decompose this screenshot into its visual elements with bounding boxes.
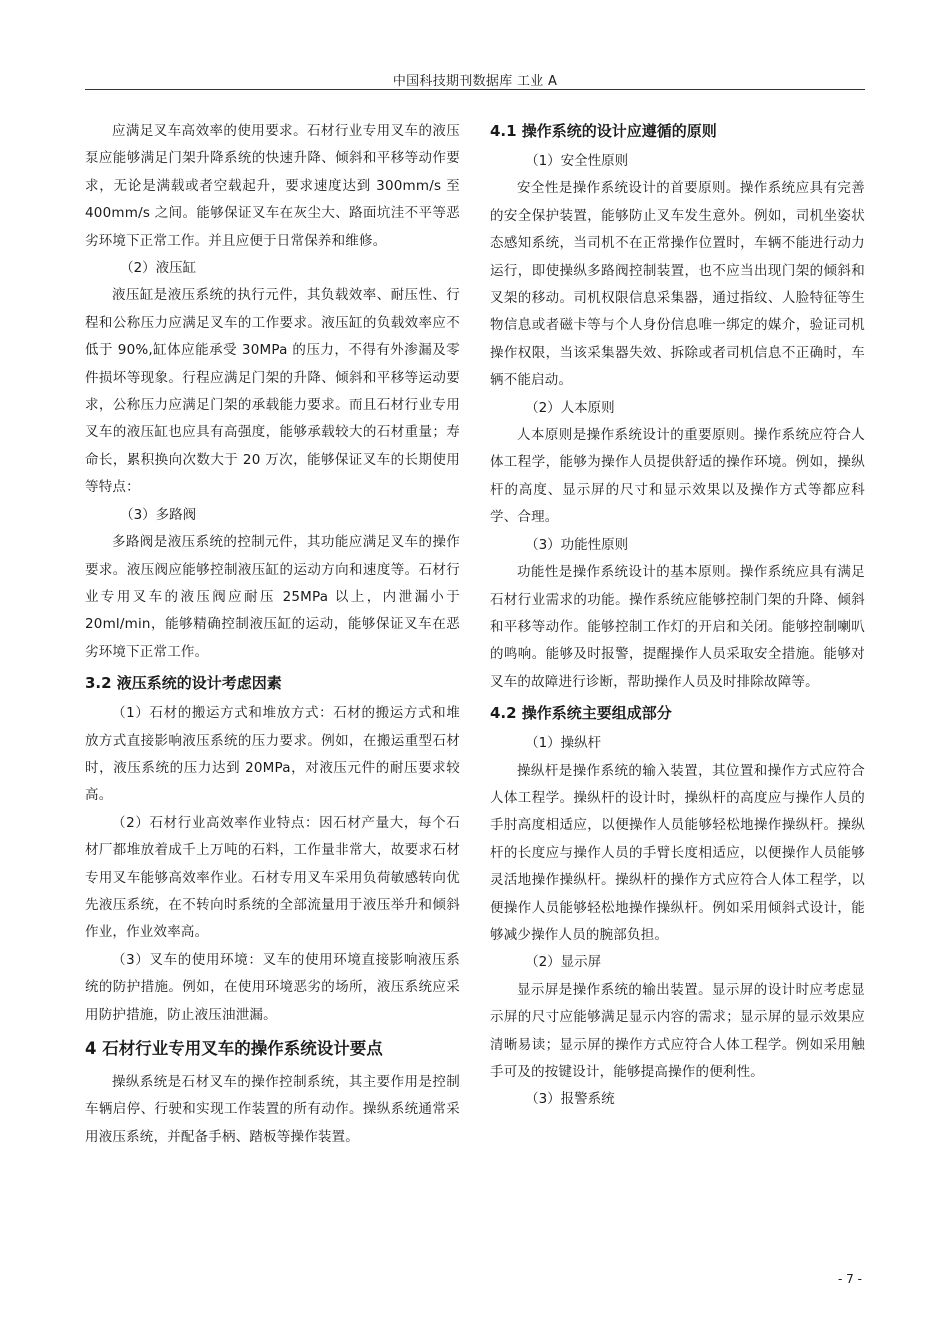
paragraph: 应满足叉车高效率的使用要求。石材行业专用叉车的液压泵应能够满足门架升降系统的快速升降、倾斜和平移等动作要求，无论是满载或者空载起升，要求速度达到 300mm/s 至 400mm/s 之间。能够保证叉车在灰尘大、路面坑洼不平等恶劣环境下正常工作。并且应便于日常保养和维修。	[85, 123, 460, 249]
paragraph: 人本原则是操作系统设计的重要原则。操作系统应符合人体工程学，能够为操作人员提供舒适的操作环境。例如，操纵杆的高度、显示屏的尺寸和显示效果以及操作方式等都应科学、合理。	[490, 427, 865, 526]
paragraph: （2）石材行业高效率作业特点：因石材产量大，每个石材厂都堆放着成千上万吨的石料，工作量非常大，故要求石材专用叉车能够高效率作业。石材专用叉车采用负荷敏感转向优先液压系统，在不转向时系统的全部流量用于液压举升和倾斜作业，作业效率高。	[85, 814, 460, 941]
paragraph: （1）石材的搬运方式和堆放方式：石材的搬运方式和堆放方式直接影响液压系统的压力要求。例如，在搬运重型石材时，液压系统的压力达到 20MPa，对液压元件的耐压要求较高。	[85, 705, 460, 804]
header-rule	[85, 89, 865, 90]
paragraph: 操纵杆是操作系统的输入装置，其位置和操作方式应符合人体工程学。操纵杆的设计时，操纵杆的高度应与操作人员的手肘高度相适应，以便操作人员能够轻松地操作操纵杆。操纵杆的长度应与操作人员的手臂长度相适应，以便操作人员能够灵活地操作操纵杆。操纵杆的操作方式应符合人体工程学，以便操作人员能够轻松地操作操纵杆。例如采用倾斜式设计，能够减少操作人员的腕部负担。	[490, 762, 865, 943]
subsection-label: （2）显示屏	[525, 954, 602, 971]
section-heading-4: 4 石材行业专用叉车的操作系统设计要点	[85, 1039, 383, 1058]
subsection-label: （1）操纵杆	[525, 735, 602, 752]
section-heading-4-2: 4.2 操作系统主要组成部分	[490, 704, 672, 723]
page-number: - 7 -	[838, 1272, 862, 1286]
subsection-label: （3）多路阀	[120, 506, 197, 523]
subsection-label: （2）液压缸	[120, 260, 197, 277]
paragraph: （3）叉车的使用环境：叉车的使用环境直接影响液压系统的防护措施。例如，在使用环境恶劣的场所，液压系统应采用防护措施，防止液压油泄漏。	[85, 951, 460, 1023]
subsection-label: （2）人本原则	[525, 399, 615, 416]
paragraph: 功能性是操作系统设计的基本原则。操作系统应具有满足石材行业需求的功能。操作系统应能够控制门架的升降、倾斜和平移等动作。能够控制工作灯的开启和关闭。能够控制喇叭的鸣响。能够及时报警，提醒操作人员采取安全措施。能够对叉车的故障进行诊断，帮助操作人员及时排除故障等。	[490, 564, 865, 690]
running-header: 中国科技期刊数据库 工业 A	[392, 74, 558, 89]
paragraph: 液压缸是液压系统的执行元件，其负载效率、耐压性、行程和公称压力应满足叉车的工作要求。液压缸的负载效率应不低于 90%,缸体应能承受 30MPa 的压力，不得有外渗漏及零件损坏等现象。行程应满足门架的升降、倾斜和平移等运动要求，公称压力应满足门架的承载能力要求。而且石材行业专用叉车的液压缸也应具有高强度，能够承载较大的石材重量；寿命长，累积换向次数大于 20 万次，能够保证叉车的长期使用等特点：	[85, 287, 460, 496]
subsection-label: （3）功能性原则	[525, 536, 629, 553]
paragraph: 操纵系统是石材叉车的操作控制系统，其主要作用是控制车辆启停、行驶和实现工作装置的所有动作。操纵系统通常采用液压系统，并配备手柄、踏板等操作装置。	[85, 1074, 460, 1145]
paragraph: 显示屏是操作系统的输出装置。显示屏的设计时应考虑显示屏的尺寸应能够满足显示内容的需求；显示屏的显示效果应清晰易读；显示屏的操作方式应符合人体工程学。例如采用触手可及的按键设计，能够提高操作的便利性。	[490, 981, 865, 1080]
subsection-label: （3）报警系统	[525, 1091, 615, 1108]
right-column	[490, 118, 865, 1114]
subsection-label: （1）安全性原则	[525, 153, 629, 169]
paragraph: 多路阀是液压系统的控制元件，其功能应满足叉车的操作要求。液压阀应能够控制液压缸的运动方向和速度等。石材行业专用叉车的液压阀应耐压 25MPa 以上，内泄漏小于 20ml/min，能够精确控制液压缸的运动，能够保证叉车在恶劣环境下正常工作。	[85, 534, 460, 660]
section-heading-3-2: 3.2 液压系统的设计考虑因素	[85, 674, 282, 693]
section-heading-4-1: 4.1 操作系统的设计应遵循的原则	[490, 122, 717, 140]
left-column	[85, 118, 460, 1151]
paragraph: 安全性是操作系统设计的首要原则。操作系统应具有完善的安全保护装置，能够防止叉车发生意外。例如，司机坐姿状态感知系统，当司机不在正常操作位置时，车辆不能进行动力运行，即使操纵多路阀控制装置，也不应当出现门架的倾斜和叉架的移动。司机权限信息采集器，通过指纹、人脸特征等生物信息或者磁卡等与个人身份信息唯一绑定的媒介，验证司机操作权限，当该采集器失效、拆除或者司机信息不正确时，车辆不能启动。	[490, 180, 865, 389]
